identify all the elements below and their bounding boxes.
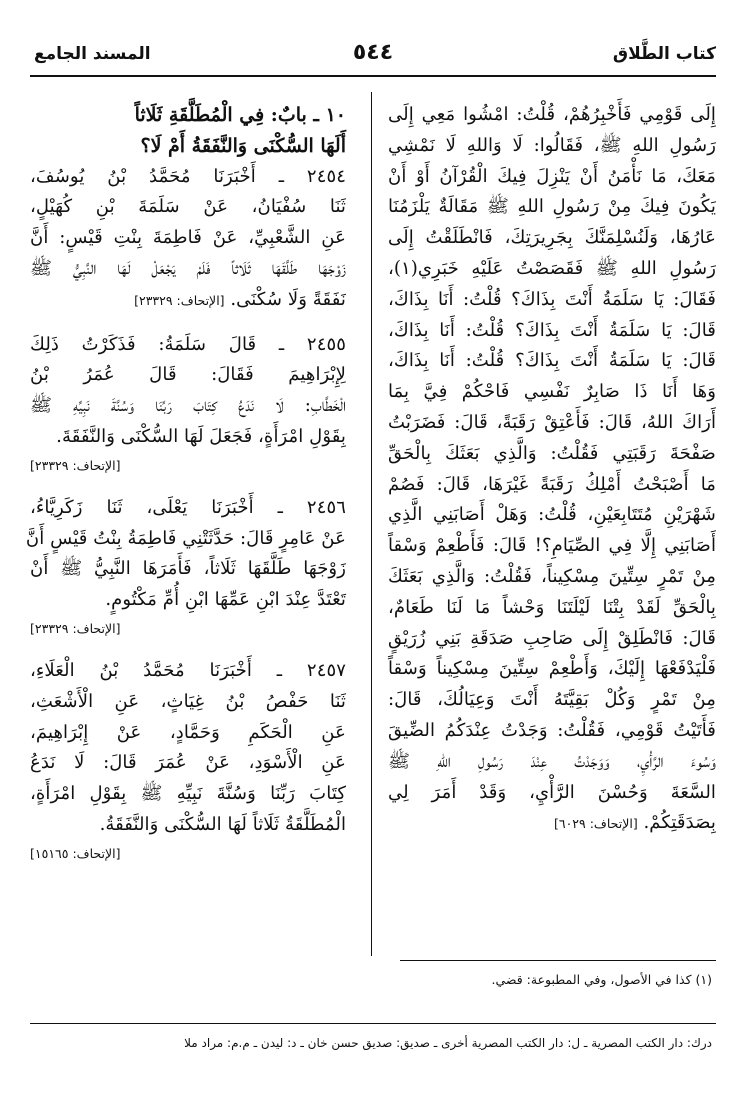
hadith-2455-line: بِقَوْلِ امْرَأَةٍ، فَجَعَلَ لَهَا السُّكْنَى وَالنَّفَقَةَ. <box>56 425 346 447</box>
right-column-text-line: إِلَى قَوْمِي فَأَخْبِرُهُمْ، قُلْتُ: امْشُوا مَعِي إِلَى <box>388 104 716 125</box>
right-column-text <box>388 100 716 808</box>
right-column-text-line: أَرَاكَ اللهُ، قَالَ: فَأَعْتِقْ رَقَبَةً، قَالَ: فَضَرَبْتُ <box>388 411 716 433</box>
right-column-text-line: شَهْرَيْنِ مُتَتَابِعَيْنِ، قُلْتُ: وَهَلْ أَصَابَنِي الَّذِي <box>388 504 716 526</box>
hadith-2457-reference: [الإتحاف: ١٥١٦٥] <box>30 845 121 861</box>
right-column-text-line: مِنْ تَمْرٍ وَكُلْ بَقِيَّتَهُ أَنْتَ وَعِيَالُكَ، قَالَ: <box>388 689 716 711</box>
right-column-text-line: قَالَ: يَا سَلَمَةُ أَنْتَ بِذَاكَ؟ قُلْتُ: أَنَا بِذَاكَ، <box>388 319 716 341</box>
hadith-2454-line: عَنِ الشَّعْبِيِّ، عَنْ فَاطِمَةَ بِنْتِ قَيْسٍ: أَنَّ <box>30 227 346 249</box>
footnote-rule <box>400 960 716 961</box>
right-column-text-line: قَالَ: يَا سَلَمَةُ أَنْتَ بِذَاكَ؟ قُلْتُ: أَنَا بِذَاكَ، <box>388 350 716 372</box>
left-column <box>25 100 346 867</box>
right-column-text-line: فَلْيَدْفَعْهَا إِلَيْكَ، وَأَطْعِمْ سِتِّينَ مِسْكِيناً وَسْقاً <box>388 658 716 680</box>
right-column-text-line: فَأَتَيْتُ قَوْمِي، فَقُلْتُ: وَجَدْتُ عِنْدَكُمُ الضِّيقَ <box>388 719 716 741</box>
hadith-2454-text <box>30 162 346 285</box>
hadith-2456-line: تَعْتَدَّ عِنْدَ ابْنِ عَمِّهَا ابْنِ أُمِّ مَكْتُومٍ. <box>105 589 346 611</box>
right-column-text-line: بِالْحَقِّ لَقَدْ بِتْنَا لَيْلَتَنَا وَحْشاً مَا لَنَا طَعَامٌ، <box>388 596 716 618</box>
hadith-2454-line: زَوْجَهَا طَلَّقَهَا ثَلَاثاً فَلَمْ يَجْعَلْ لَهَا النَّبِيُّ ﷺ <box>30 257 346 279</box>
right-column-text-line: وَسُوءَ الرَّأْيِ، وَوَجَدْتُ عِنْدَ رَسُولِ اللهِ ﷺ <box>388 750 716 772</box>
hadith-2456-line: ٢٤٥٦ ـ أَخْبَرَنَا يَعْلَى، ثَنَا زَكَرِيَّاءُ، <box>30 496 346 518</box>
spacer <box>30 642 346 656</box>
right-column-text-line: وَهَا أَنَا ذَا صَابِرٌ نَفْسِي فَاحْكُمْ فِيَّ بِمَا <box>388 381 716 403</box>
right-column-text-line: مَا أَصْبَحْتُ أَمْلِكُ رَقَبَةً غَيْرَهَا، قَالَ: فَصُمْ <box>388 473 716 495</box>
hadith-2457-text <box>30 656 346 841</box>
hadith-2455-text <box>30 330 346 453</box>
hadith-2457-line: ثَنَا حَفْصُ بْنُ غِيَاثٍ، عَنِ الْأَشْعَثِ، <box>30 690 346 712</box>
hadith-2456-reference: [الإتحاف: ٢٣٣٢٩] <box>30 620 121 636</box>
hadith-2457-line: الْمُطَلَّقَةُ ثَلَاثاً لَهَا السُّكْنَى وَالنَّفَقَةُ. <box>99 813 346 835</box>
manuscript-sigla-legend: درك: دار الكتب المصرية ـ ل: دار الكتب المصرية أخرى ـ صديق: صديق حسن خان ـ د: ليدن ـ م.م: مراد ملا <box>184 1036 712 1050</box>
right-column-text-line: السَّعَةَ وَحُسْنَ الرَّأْيِ، وَقَدْ أَمَرَ لِي <box>388 781 716 803</box>
hadith-2454-line: ٢٤٥٤ ـ أَخْبَرَنَا مُحَمَّدُ بْنُ يُوسُفَ، <box>30 165 346 187</box>
hadith-2457-line: كِتَابَ رَبِّنَا وَسُنَّةَ نَبِيِّهِ ﷺ بِقَوْلِ امْرَأَةٍ، <box>30 783 346 805</box>
hadith-2455 <box>30 330 346 479</box>
right-column-text-line: مِنْ تَمْرٍ سِتِّينَ مِسْكِيناً، فَقُلْتُ: وَالَّذِي بَعَثَكَ <box>388 565 716 587</box>
chapter-heading-line-1: ١٠ ـ بابٌ: فِي الْمُطَلَّقَةِ ثَلَاثاً <box>134 104 346 126</box>
footnote: (١) كذا في الأصول، وفي المطبوعة: قضي. <box>491 972 712 987</box>
page-number: ٥٤٤ <box>352 40 394 65</box>
right-column-text-line: رَسُولِ اللهِ ﷺ، فَقَالُوا: لَا وَاللهِ لَا نَمْشِي <box>388 134 716 156</box>
spacer <box>30 479 346 493</box>
right-column-text-line: فَقَالَ: يَا سَلَمَةُ أَنْتَ بِذَاكَ؟ قُلْتُ: أَنَا بِذَاكَ، <box>388 288 716 310</box>
hadith-2454-last-text: نَفَقَةً وَلَا سُكْنَى. <box>230 288 346 310</box>
right-column-text-line: أَصَابَنِي إِلَّا فِي الصِّيَامِ؟! قَالَ: فَأَطْعِمْ وَسْقاً <box>388 535 716 557</box>
right-column-text-line: يَكُونَ فِيكَ مِنْ رَسُولِ اللهِ ﷺ مَقَالَةٌ يَلْزَمُنَا <box>388 196 716 218</box>
right-column <box>388 100 716 839</box>
right-column-text-line: رَسُولِ اللهِ ﷺ فَقَصَصْتُ عَلَيْهِ خَبَرِي(١)، <box>388 257 716 279</box>
hadith-2455-line: ٢٤٥٥ ـ قَالَ سَلَمَةُ: فَذَكَرْتُ ذَلِكَ <box>30 333 346 355</box>
right-column-text-line: مَعَكَ، مَا نَأْمَنُ أَنْ يَنْزِلَ فِيكَ الْقُرْآنُ أَوْ أَنْ <box>388 165 716 187</box>
hadith-2456-line: عَنْ عَامِرٍ قَالَ: حَدَّثَتْنِي فَاطِمَةُ بِنْتُ قَيْسٍ أَنَّ <box>25 527 346 549</box>
right-column-text-line: عَارُهَا، وَلَنُسْلِمَنَّكَ بِجَرِيرَتِكَ، فَانْطَلَقْتُ إِلَى <box>388 227 716 249</box>
right-column-text-line: قَالَ: فَانْطَلِقْ إِلَى صَاحِبِ صَدَقَةِ بَنِي زُرَيْقٍ <box>388 627 716 649</box>
hadith-2454-last-line <box>30 285 346 316</box>
hadith-2455-reference: [الإتحاف: ٢٣٣٢٩] <box>30 457 121 473</box>
right-last-text: بِصَدَقَتِكُمْ. <box>643 812 716 834</box>
imprint-rule <box>30 1023 716 1024</box>
right-column-text-line: صَفْحَةَ رَقَبَتِي فَقُلْتُ: وَالَّذِي بَعَثَكَ بِالْحَقِّ <box>388 442 716 464</box>
hadith-2456 <box>25 493 346 642</box>
hadith-2454-line: ثَنَا سُفْيَانُ، عَنْ سَلَمَةَ بْنِ كُهَيْلٍ، <box>30 196 346 218</box>
running-header-work-title: المسند الجامع <box>34 44 151 64</box>
hadith-2454 <box>30 162 346 316</box>
hadith-2455-line: لِإِبْرَاهِيمَ فَقَالَ: قَالَ عُمَرُ بْنُ <box>30 364 346 386</box>
right-last-reference: [الإتحاف: ٦٠٢٩] <box>553 816 638 832</box>
header-rule <box>30 75 716 77</box>
running-header-book-title: كتاب الطَّلاق <box>612 44 716 64</box>
hadith-2457-line: عَنِ الْأَسْوَدِ، عَنْ عُمَرَ قَالَ: لَا نَدَعُ <box>30 752 346 774</box>
hadith-2457 <box>30 656 346 867</box>
hadith-2457-line: عَنِ الْحَكَمِ وَحَمَّادٍ، عَنْ إِبْرَاهِيمَ، <box>30 721 346 743</box>
column-divider <box>371 92 372 956</box>
spacer <box>30 316 346 330</box>
hadith-2455-line: الْخَطَّابِ: لَا نَدَعُ كِتَابَ رَبِّنَا وَسُنَّةَ نَبِيِّهِ ﷺ <box>30 395 346 417</box>
hadith-2457-line: ٢٤٥٧ ـ أَخْبَرَنَا مُحَمَّدُ بْنُ الْعَلَاءِ، <box>30 659 346 681</box>
chapter-heading-line-2: أَلَهَا السُّكْنَى وَالنَّفَقَةُ أَمْ لَا؟ <box>140 134 346 157</box>
hadith-2456-line: زَوْجَهَا طَلَّقَهَا ثَلَاثاً، فَأَمَرَهَا النَّبِيُّ ﷺ أَنْ <box>30 558 346 580</box>
hadith-2456-text <box>25 493 346 616</box>
hadith-2454-reference: [الإتحاف: ٢٣٣٢٩] <box>134 292 225 308</box>
right-column-last-line <box>388 808 716 839</box>
